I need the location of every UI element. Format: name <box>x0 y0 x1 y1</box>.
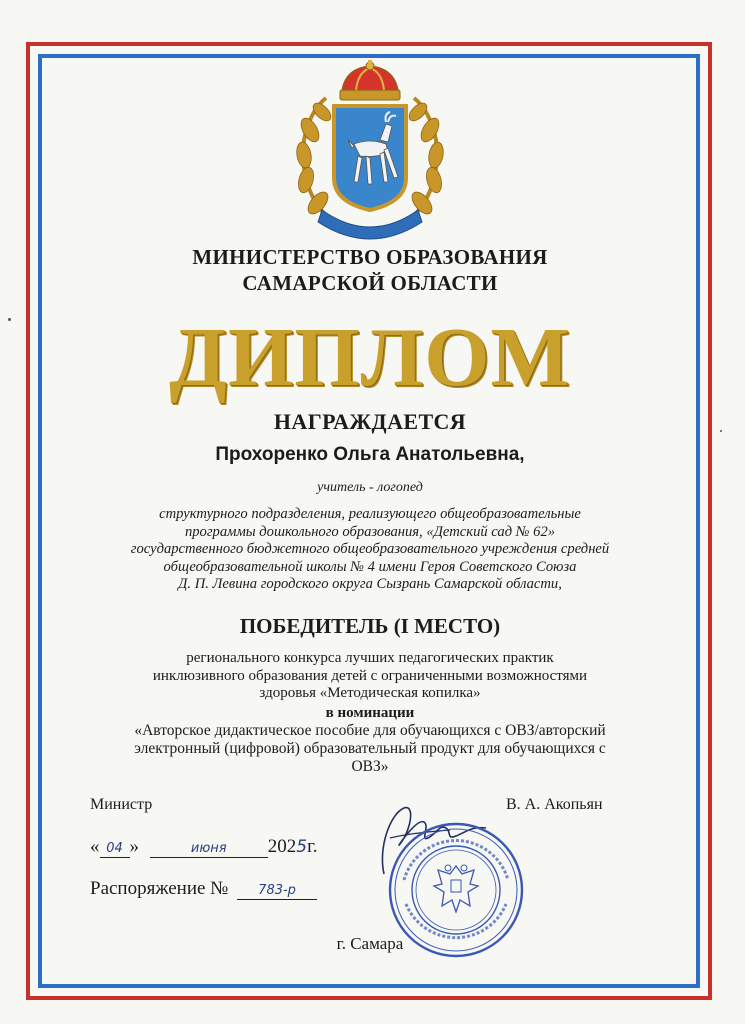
nomination-line: электронный (цифровой) образовательный продукт для обучающихся с <box>134 740 606 757</box>
date-year-digit: 5 <box>296 837 308 857</box>
nomination-label: в номинации <box>325 705 415 721</box>
nomination-line: ОВЗ» <box>351 758 389 775</box>
order-label: Распоряжение № <box>90 878 229 899</box>
ministry-line-2: САМАРСКОЙ ОБЛАСТИ <box>242 271 498 295</box>
date-open-quote: « <box>90 836 100 857</box>
nomination-line: «Авторское дидактическое пособие для обучающихся с ОВЗ/авторский <box>134 722 606 739</box>
organization-line: общеобразовательной школы № 4 имени Героя Советского Союза <box>163 558 577 575</box>
ministry-line-1: МИНИСТЕРСТВО ОБРАЗОВАНИЯ <box>192 245 548 269</box>
order-line <box>90 878 317 900</box>
city: г. Самара <box>336 934 404 953</box>
minister-label: Министр <box>90 796 153 813</box>
recipient-name: Прохоренко Ольга Анатольевна, <box>215 444 525 465</box>
ministry-heading <box>50 244 690 296</box>
diploma-document <box>50 60 690 980</box>
organization-line: программы дошкольного образования, «Детский сад № 62» <box>184 523 556 540</box>
diploma-title: ДИПЛОМ <box>169 311 571 404</box>
contest-text <box>50 650 690 703</box>
paper-speck <box>720 430 722 432</box>
paper-speck <box>8 318 11 321</box>
organization-line: структурного подразделения, реализующего общеобразовательные <box>159 506 581 522</box>
date-year-suffix: г. <box>307 836 318 857</box>
recipient-position: учитель - логопед <box>317 480 423 495</box>
organization-text <box>50 506 690 594</box>
date-month: июня <box>150 841 268 858</box>
nomination-text <box>44 722 696 776</box>
contest-line: регионального конкурса лучших педагогических практик <box>186 650 554 666</box>
organization-line: Д. П. Левина городского округа Сызрань Самарской области, <box>178 576 562 592</box>
date-year-prefix: 202 <box>267 836 297 857</box>
issue-date <box>90 836 317 858</box>
organization-line: государственного бюджетного общеобразовательного учреждения средней <box>130 541 610 557</box>
date-day: 04 <box>100 841 130 858</box>
samara-coat-of-arms-icon <box>282 60 458 242</box>
awarded-heading: НАГРАЖДАЕТСЯ <box>273 409 467 434</box>
contest-line: инклюзивного образования детей с ограниченными возможностями <box>152 667 588 684</box>
winner-heading: ПОБЕДИТЕЛЬ (I МЕСТО) <box>239 614 501 638</box>
order-number: 783-р <box>237 883 317 900</box>
contest-line: здоровья «Методическая копилка» <box>259 685 481 701</box>
minister-name: В. А. Акопьян <box>506 796 603 813</box>
date-close-quote: » <box>129 836 139 857</box>
